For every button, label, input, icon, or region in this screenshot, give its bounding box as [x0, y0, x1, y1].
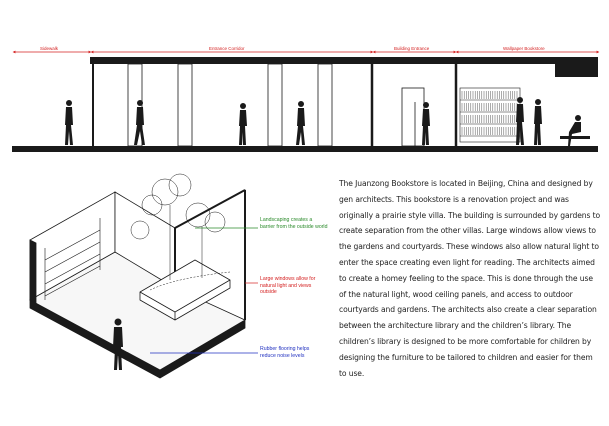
callout-windows: Large windows allow for natural light and views outside [260, 276, 316, 296]
description-paragraph: The Juanzong Bookstore is located in Beijing, China and designed by gen architects. This bookstore is a renovation project and was originally a prairie style villa. The building is surrounded by gardens to create separation from the other villas. Large windows allow views to the gardens and courtyards. These windows also allow natural light to enter the space creating even light for reading. The architects aimed to create a homey feeling to the space. This is done through the use of the natural light, wood ceiling panels, and access to outdoor courtyards and gardens. The architects also create a clear separation between the architecture library and the children’s library. The children’s library is designed to be more comfortable for children by designing the furniture to be tailored to children and easier for them to use. [339, 179, 601, 378]
zone-label-sidewalk: Sidewalk [40, 46, 59, 51]
zone-label-building-entrance: Building Entrance [394, 46, 430, 51]
bench [560, 136, 590, 139]
roof-slab [90, 57, 598, 64]
callout-landscaping: Landscaping creates a barrier from the outside world [260, 217, 328, 230]
zone-label-entrance-corridor: Entrance Corridor [209, 46, 245, 51]
bookshelf [460, 88, 520, 142]
zone-label-wallpaper-bookstore: Wallpaper Bookstore [503, 46, 545, 51]
callout-flooring: Rubber flooring helps reduce noise levels [260, 346, 310, 359]
roof-cap [555, 57, 598, 77]
ground-slab [12, 146, 598, 152]
building-section-drawing [0, 0, 609, 160]
entrance-frame [402, 88, 424, 146]
